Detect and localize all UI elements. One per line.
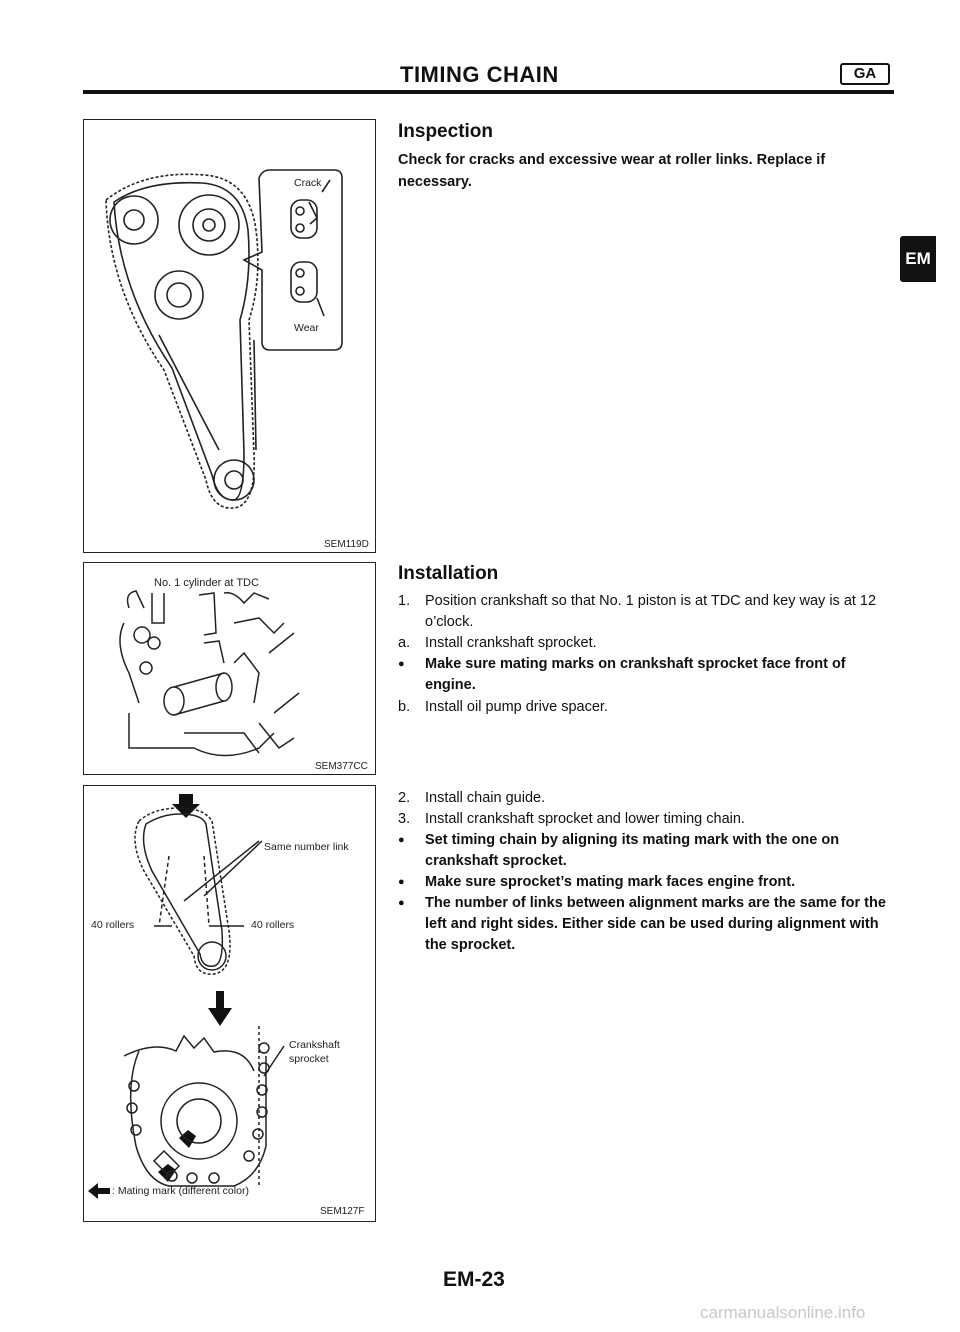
figure-code: SEM119D — [324, 539, 369, 550]
right-rollers-label: 40 rollers — [251, 919, 295, 931]
bullet-text: Make sure mating marks on crankshaft sprocket face front of engine. — [425, 656, 846, 693]
step-text: Install crankshaft sprocket. — [425, 635, 597, 651]
left-rollers-label: 40 rollers — [91, 919, 135, 931]
section-tab: EM — [900, 236, 936, 282]
mating-mark-legend: : Mating mark (different color) — [112, 1185, 249, 1197]
fig2-caption: No. 1 cylinder at TDC — [154, 577, 259, 589]
step-b — [398, 697, 898, 718]
figure-chain-inspection — [83, 119, 376, 553]
timing-chain-illustration — [84, 120, 377, 554]
figure-code: SEM377CC — [315, 761, 368, 772]
bullet-2 — [398, 830, 898, 869]
crankshaft-sprocket-label-2: sprocket — [289, 1053, 329, 1065]
bullet-text: Set timing chain by aligning its mating mark with the one on crankshaft sprocket. — [425, 832, 840, 869]
crack-label: Crack — [294, 177, 322, 189]
wear-label: Wear — [294, 322, 319, 334]
engine-badge: GA — [840, 63, 890, 85]
step-3 — [398, 809, 898, 830]
bullet-4 — [398, 893, 898, 953]
down-arrow-icon — [208, 991, 232, 1026]
bullet-1 — [398, 654, 898, 693]
inspection-text: Check for cracks and excessive wear at roller links. Replace if necessary. — [398, 152, 826, 190]
step-a — [398, 633, 898, 654]
step-1 — [398, 591, 898, 630]
step-number: 2. — [398, 790, 411, 806]
crankshaft-sprocket-label-1: Crankshaft — [289, 1039, 340, 1051]
step-text: Install oil pump drive spacer. — [425, 699, 608, 715]
same-number-link-label: Same number link — [264, 841, 349, 853]
bullet-icon: ● — [398, 834, 405, 846]
step-2 — [398, 788, 898, 809]
figure-code: SEM127F — [320, 1206, 365, 1217]
installation-heading: Installation — [398, 563, 499, 584]
page-title: TIMING CHAIN — [400, 62, 559, 87]
crankshaft-illustration — [84, 563, 377, 776]
bullet-icon: ● — [398, 897, 405, 909]
step-text: Install crankshaft sprocket and lower timing chain. — [425, 811, 745, 827]
watermark: carmanualsonline.info — [700, 1303, 866, 1322]
figure-crankshaft-tdc — [83, 562, 376, 775]
inspection-heading: Inspection — [398, 121, 494, 142]
step-number: 3. — [398, 811, 411, 827]
bullet-icon: ● — [398, 876, 405, 888]
step-text: Install chain guide. — [425, 790, 546, 806]
step-text: Position crankshaft so that No. 1 piston is at TDC and key way is at 12 o’clock. — [425, 593, 877, 630]
figure-chain-alignment — [83, 785, 376, 1222]
bullet-text: The number of links between alignment marks are the same for the left and right sides. Either side can be used during alignment with the sprocket. — [425, 895, 886, 953]
step-number: b. — [398, 699, 411, 715]
page-number: EM-23 — [443, 1268, 505, 1291]
step-number: a. — [398, 635, 411, 651]
bullet-icon: ● — [398, 658, 405, 670]
bullet-3 — [398, 872, 898, 894]
bullet-text: Make sure sprocket’s mating mark faces engine front. — [425, 874, 796, 890]
step-number: 1. — [398, 593, 411, 609]
header-rule — [83, 90, 894, 94]
